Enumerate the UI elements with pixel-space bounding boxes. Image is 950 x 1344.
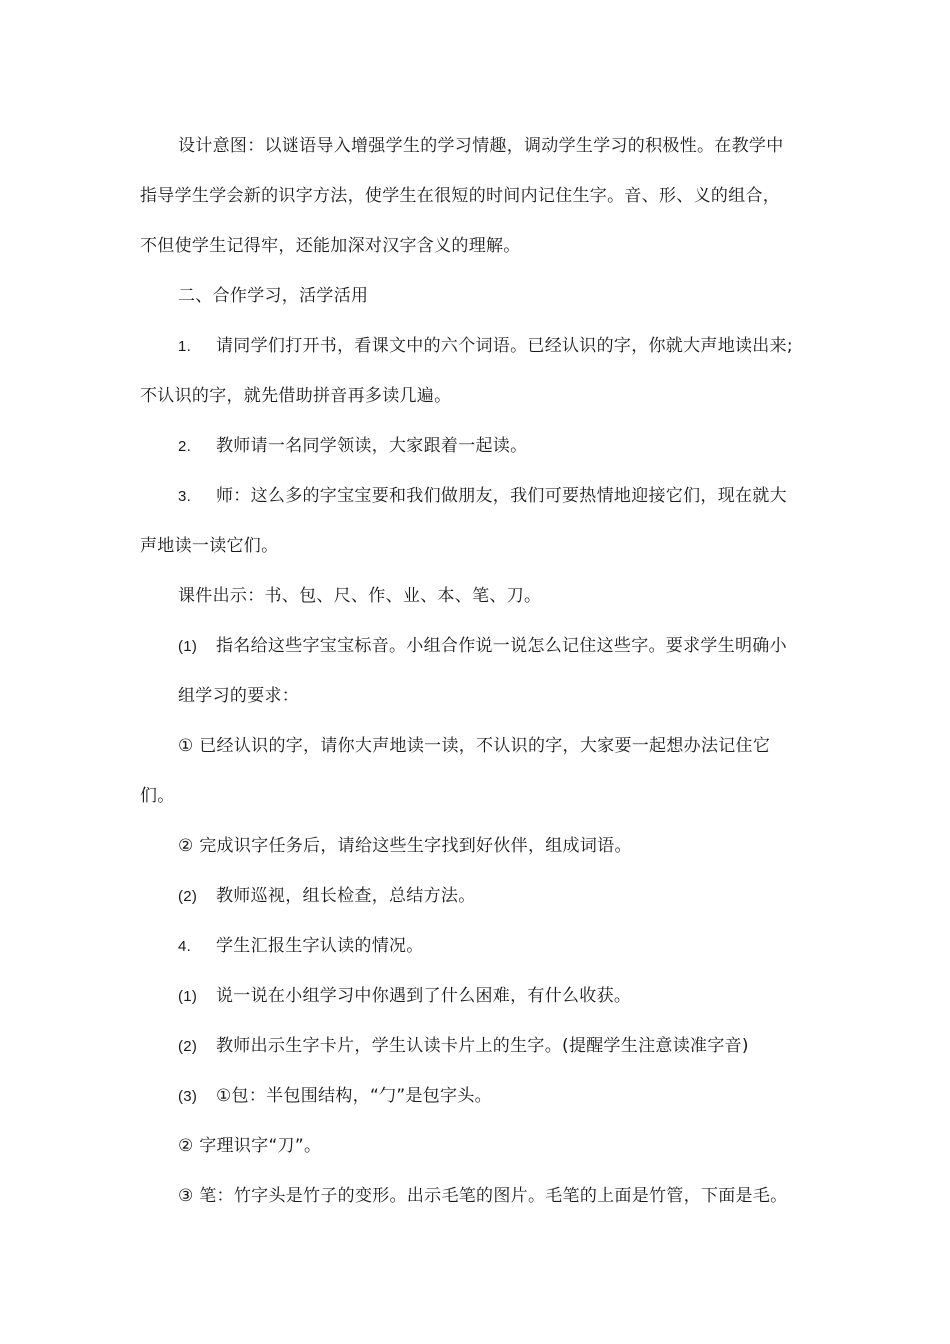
paragraph-line <box>140 384 451 408</box>
line-text: 请同学们打开书，看课文中的六个词语。已经认识的字，你就大声地读出来; <box>216 336 793 356</box>
line-text: 指名给这些字宝宝标音。小组合作说一说怎么记住这些字。要求学生明确小 <box>216 636 787 656</box>
line-text: 不但使学生记得牢，还能加深对汉字含义的理解。 <box>140 236 521 256</box>
numbered-item <box>178 634 787 659</box>
line-text: ② 完成识字任务后，请给这些生字找到好伙伴，组成词语。 <box>178 836 632 856</box>
numbered-item <box>178 984 631 1009</box>
line-text: 课件出示：书、包、尺、作、业、本、笔、刀。 <box>178 586 542 606</box>
item-number: (2) <box>178 1038 198 1055</box>
numbered-item <box>178 484 787 509</box>
line-text: 组学习的要求： <box>178 686 300 706</box>
line-text: ③ 笔：竹字头是竹子的变形。出示毛笔的图片。毛笔的上面是竹管，下面是毛。 <box>178 1186 788 1206</box>
paragraph-line <box>140 534 278 558</box>
line-text: 声地读一读它们。 <box>140 536 279 556</box>
line-text: 二、合作学习，活学活用 <box>178 286 369 306</box>
numbered-item <box>178 1084 492 1109</box>
section-heading <box>178 284 368 308</box>
line-text: 指导学生学会新的识字方法，使学生在很短的时间内记住生字。音、形、义的组合， <box>140 186 781 206</box>
paragraph-line <box>140 234 521 258</box>
paragraph-line <box>178 584 541 608</box>
item-number: 1. <box>178 338 192 355</box>
circled-item <box>178 834 632 858</box>
item-number: 2. <box>178 438 192 455</box>
line-text: 教师巡视，组长检查，总结方法。 <box>216 886 476 906</box>
circled-item <box>178 1134 321 1158</box>
line-text: ② 字理识字“刀”。 <box>178 1136 322 1156</box>
numbered-item <box>178 934 424 959</box>
item-number: (3) <box>178 1088 198 1105</box>
line-text: 师：这么多的字宝宝要和我们做朋友，我们可要热情地迎接它们，现在就大 <box>216 486 787 506</box>
line-text: 教师请一名同学领读，大家跟着一起读。 <box>216 436 528 456</box>
circled-item <box>178 734 770 758</box>
line-text: 教师出示生字卡片，学生认读卡片上的生字。(提醒学生注意读准字音) <box>216 1036 749 1056</box>
line-text: 说一说在小组学习中你遇到了什么困难，有什么收获。 <box>216 986 632 1006</box>
item-number: (1) <box>178 638 198 655</box>
numbered-item <box>178 1034 749 1059</box>
item-number: 4. <box>178 938 192 955</box>
item-number: 3. <box>178 488 192 505</box>
line-text: 学生汇报生字认读的情况。 <box>216 936 424 956</box>
numbered-item <box>178 434 527 459</box>
line-text: ① 已经认识的字，请你大声地读一读，不认识的字，大家要一起想办法记住它 <box>178 736 771 756</box>
paragraph-line <box>178 134 784 158</box>
item-number: (2) <box>178 888 198 905</box>
numbered-item <box>178 884 476 909</box>
line-text: 不认识的字，就先借助拼音再多读几遍。 <box>140 386 452 406</box>
line-text: 设计意图：以谜语导入增强学生的学习情趣，调动学生学习的积极性。在教学中 <box>178 136 784 156</box>
paragraph-line <box>140 784 175 808</box>
numbered-item <box>178 334 793 359</box>
line-text: ①包：半包围结构，“勹”是包字头。 <box>216 1086 492 1106</box>
line-text: 们。 <box>140 786 175 806</box>
item-number: (1) <box>178 988 198 1005</box>
circled-item <box>178 1184 787 1208</box>
paragraph-line <box>178 684 299 708</box>
paragraph-line <box>140 184 780 208</box>
